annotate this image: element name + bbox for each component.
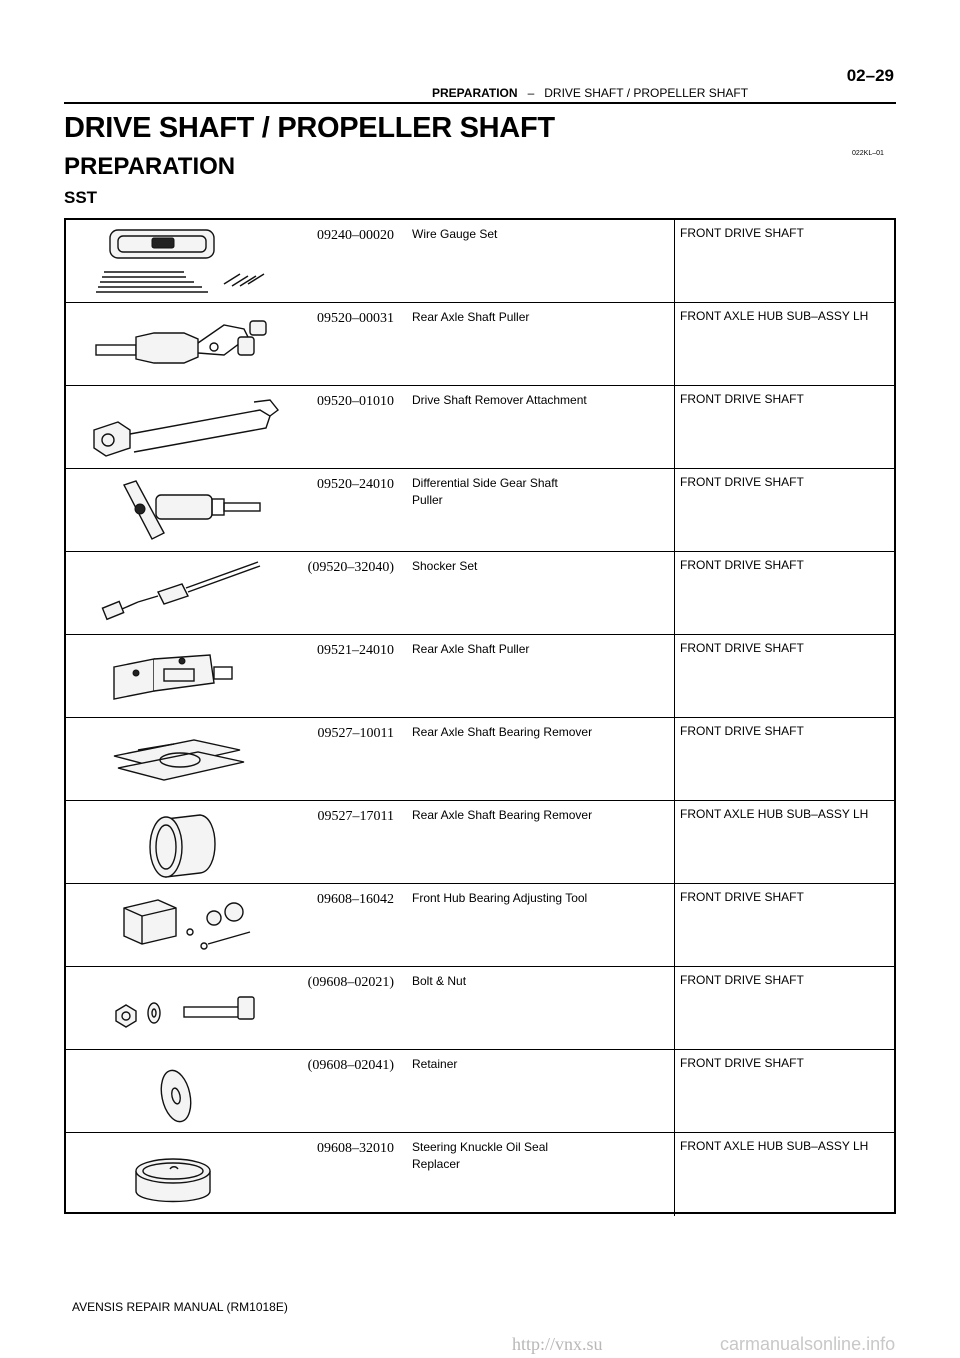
- tool-name: Rear Axle Shaft Bearing Remover: [412, 725, 593, 739]
- tool-description: [412, 1139, 662, 1173]
- part-number: 09240–00020: [317, 228, 394, 243]
- bearing-remover-cup-icon: [74, 805, 304, 881]
- tool-description: [412, 641, 662, 658]
- tool-name: Bolt & Nut: [412, 974, 467, 988]
- tool-name: Wire Gauge Set: [412, 227, 498, 241]
- tool-name-cont: Puller: [412, 493, 443, 507]
- table-row: [66, 1050, 894, 1133]
- part-number: 09521–24010: [317, 643, 394, 658]
- tool-usage: FRONT AXLE HUB SUB–ASSY LH: [680, 807, 869, 821]
- tool-description: [412, 973, 662, 990]
- table-row: [66, 635, 894, 718]
- header-subsection: DRIVE SHAFT / PROPELLER SHAFT: [544, 86, 749, 100]
- tool-name: Rear Axle Shaft Bearing Remover: [412, 808, 593, 822]
- table-row: [66, 884, 894, 967]
- tool-description: [412, 558, 662, 575]
- tool-name-cont: Replacer: [412, 1157, 461, 1171]
- remover-attachment-icon: [74, 390, 304, 466]
- tool-description: [412, 226, 662, 243]
- category-label: SST: [64, 188, 98, 207]
- manual-footer: AVENSIS REPAIR MANUAL (RM1018E): [72, 1300, 288, 1314]
- axle-shaft-puller-icon: [74, 307, 304, 383]
- shaft-puller-block-icon: [74, 639, 304, 715]
- tool-usage: FRONT DRIVE SHAFT: [680, 973, 804, 987]
- tool-usage: FRONT DRIVE SHAFT: [680, 724, 804, 738]
- watermark-link[interactable]: http://vnx.su: [512, 1334, 603, 1354]
- tool-usage: FRONT DRIVE SHAFT: [680, 890, 804, 904]
- table-row: [66, 801, 894, 884]
- running-header: [64, 66, 896, 104]
- tool-description: [412, 807, 662, 824]
- bolt-nut-icon: [74, 971, 304, 1047]
- shocker-set-icon: [74, 556, 304, 632]
- tool-description: [412, 475, 662, 509]
- header-title: [432, 86, 748, 100]
- part-number: (09520–32040): [307, 560, 394, 575]
- page-number: 02–29: [846, 66, 894, 85]
- table-row: [66, 718, 894, 801]
- tool-name: Retainer: [412, 1057, 458, 1071]
- tool-usage: FRONT DRIVE SHAFT: [680, 392, 804, 406]
- part-number: 09608–16042: [317, 892, 394, 907]
- tool-usage: FRONT DRIVE SHAFT: [680, 1056, 804, 1070]
- table-row: [66, 469, 894, 552]
- tool-description: [412, 724, 662, 741]
- table-row: [66, 1133, 894, 1216]
- part-number: 09608–32010: [317, 1141, 394, 1156]
- hub-adjusting-tool-icon: [74, 888, 304, 964]
- tool-usage: FRONT DRIVE SHAFT: [680, 226, 804, 240]
- part-number: (09608–02021): [307, 975, 394, 990]
- part-number: 09520–24010: [317, 477, 394, 492]
- table-row: [66, 386, 894, 469]
- table-row: [66, 552, 894, 635]
- tool-name: Shocker Set: [412, 559, 478, 573]
- watermark-site: carmanualsonline.info: [720, 1334, 896, 1354]
- section-subtitle: PREPARATION: [64, 153, 236, 180]
- oil-seal-replacer-icon: [74, 1137, 304, 1213]
- page-title: DRIVE SHAFT / PROPELLER SHAFT: [64, 112, 555, 144]
- table-row: [66, 967, 894, 1050]
- wire-gauge-set-icon: [74, 224, 304, 300]
- gear-shaft-puller-icon: [74, 473, 304, 549]
- tool-name: Rear Axle Shaft Puller: [412, 642, 530, 656]
- bearing-remover-plate-icon: [74, 722, 304, 798]
- header-dash: –: [527, 86, 535, 100]
- tool-name: Steering Knuckle Oil Seal: [412, 1140, 549, 1154]
- part-number: (09608–02041): [307, 1058, 394, 1073]
- tool-name: Differential Side Gear Shaft: [412, 476, 558, 490]
- tool-usage: FRONT DRIVE SHAFT: [680, 475, 804, 489]
- tool-usage: FRONT AXLE HUB SUB–ASSY LH: [680, 1139, 869, 1153]
- tool-description: [412, 890, 662, 907]
- tool-name: Front Hub Bearing Adjusting Tool: [412, 891, 588, 905]
- table-row: [66, 220, 894, 303]
- tool-usage: FRONT DRIVE SHAFT: [680, 558, 804, 572]
- tool-usage: FRONT DRIVE SHAFT: [680, 641, 804, 655]
- table-row: [66, 303, 894, 386]
- tool-description: [412, 1056, 662, 1073]
- tool-name: Rear Axle Shaft Puller: [412, 310, 530, 324]
- header-section: PREPARATION: [432, 86, 518, 100]
- tool-description: [412, 309, 662, 326]
- tool-description: [412, 392, 662, 409]
- retainer-washer-icon: [74, 1054, 304, 1130]
- sst-table: [64, 218, 896, 1214]
- part-number: 09520–00031: [317, 311, 394, 326]
- tool-usage: FRONT AXLE HUB SUB–ASSY LH: [680, 309, 869, 323]
- part-number: 09520–01010: [317, 394, 394, 409]
- tool-name: Drive Shaft Remover Attachment: [412, 393, 587, 407]
- part-number: 09527–17011: [317, 809, 394, 824]
- figure-code: 022KL–01: [852, 150, 884, 157]
- part-number: 09527–10011: [317, 726, 394, 741]
